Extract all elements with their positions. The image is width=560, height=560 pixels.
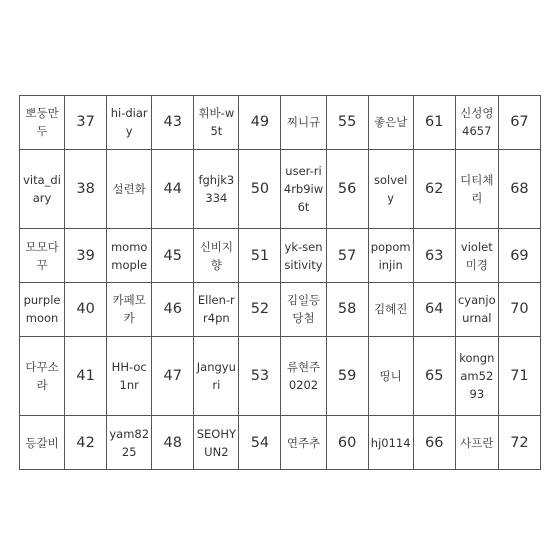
nickname-cell: 뽀둥만두 [20, 96, 65, 150]
number-cell: 65 [413, 336, 455, 416]
number-cell: 44 [152, 149, 194, 229]
nickname-cell: hi-diary [107, 96, 152, 150]
number-cell: 48 [152, 416, 194, 470]
number-cell: 59 [326, 336, 368, 416]
number-cell: 63 [413, 229, 455, 283]
number-cell: 58 [326, 282, 368, 336]
number-cell: 49 [239, 96, 281, 150]
table-row [20, 282, 541, 336]
nickname-cell: solvely [368, 149, 413, 229]
nickname-cell: Ellen-rr4pn [194, 282, 239, 336]
number-cell: 45 [152, 229, 194, 283]
nickname-cell: 연주추 [281, 416, 326, 470]
nickname-cell: momomople [107, 229, 152, 283]
nickname-cell: 디티체리 [455, 149, 498, 229]
number-cell: 37 [65, 96, 107, 150]
table-row [20, 416, 541, 470]
number-cell: 39 [65, 229, 107, 283]
table-body [20, 96, 541, 470]
nickname-cell: fghjk3334 [194, 149, 239, 229]
table-row [20, 149, 541, 229]
nickname-cell: user-ri4rb9iw6t [281, 149, 326, 229]
nickname-cell: SEOHYUN2 [194, 416, 239, 470]
number-cell: 50 [239, 149, 281, 229]
nickname-cell: Jangyuri [194, 336, 239, 416]
number-cell: 69 [498, 229, 540, 283]
number-cell: 71 [498, 336, 540, 416]
nickname-cell: kongnam5293 [455, 336, 498, 416]
number-cell: 61 [413, 96, 455, 150]
nickname-cell: vita_diary [20, 149, 65, 229]
number-cell: 52 [239, 282, 281, 336]
nickname-cell: 류현주0202 [281, 336, 326, 416]
number-cell: 42 [65, 416, 107, 470]
nickname-cell: yam8225 [107, 416, 152, 470]
nickname-cell: HH-oc1nr [107, 336, 152, 416]
nickname-cell: 좋은날 [368, 96, 413, 150]
nickname-cell: 신성영4657 [455, 96, 498, 150]
nickname-cell: 김일등당첨 [281, 282, 326, 336]
number-cell: 46 [152, 282, 194, 336]
number-cell: 38 [65, 149, 107, 229]
table-row [20, 229, 541, 283]
nickname-cell: popominjin [368, 229, 413, 283]
number-cell: 64 [413, 282, 455, 336]
participant-number-table [19, 95, 541, 470]
nickname-cell: 다꾸소라 [20, 336, 65, 416]
nickname-cell: 등갈비 [20, 416, 65, 470]
number-cell: 53 [239, 336, 281, 416]
nickname-cell: 김혜진 [368, 282, 413, 336]
nickname-cell: 설련화 [107, 149, 152, 229]
nickname-cell: 띵니 [368, 336, 413, 416]
table-row [20, 96, 541, 150]
number-cell: 62 [413, 149, 455, 229]
number-cell: 70 [498, 282, 540, 336]
nickname-cell: 찌니규 [281, 96, 326, 150]
nickname-cell: hj0114 [368, 416, 413, 470]
number-cell: 43 [152, 96, 194, 150]
nickname-cell: yk-sensitivity [281, 229, 326, 283]
nickname-cell: 휘바-w5t [194, 96, 239, 150]
number-cell: 68 [498, 149, 540, 229]
nickname-cell: purplemoon [20, 282, 65, 336]
number-cell: 47 [152, 336, 194, 416]
nickname-cell: 사프란 [455, 416, 498, 470]
number-cell: 55 [326, 96, 368, 150]
number-cell: 41 [65, 336, 107, 416]
nickname-cell: violet미경 [455, 229, 498, 283]
table-row [20, 336, 541, 416]
number-cell: 67 [498, 96, 540, 150]
number-cell: 51 [239, 229, 281, 283]
number-cell: 56 [326, 149, 368, 229]
nickname-cell: 카페모카 [107, 282, 152, 336]
number-cell: 54 [239, 416, 281, 470]
number-cell: 57 [326, 229, 368, 283]
number-cell: 40 [65, 282, 107, 336]
number-cell: 66 [413, 416, 455, 470]
number-cell: 72 [498, 416, 540, 470]
nickname-cell: 신비지향 [194, 229, 239, 283]
nickname-cell: 모모다꾸 [20, 229, 65, 283]
nickname-cell: cyanjournal [455, 282, 498, 336]
number-cell: 60 [326, 416, 368, 470]
